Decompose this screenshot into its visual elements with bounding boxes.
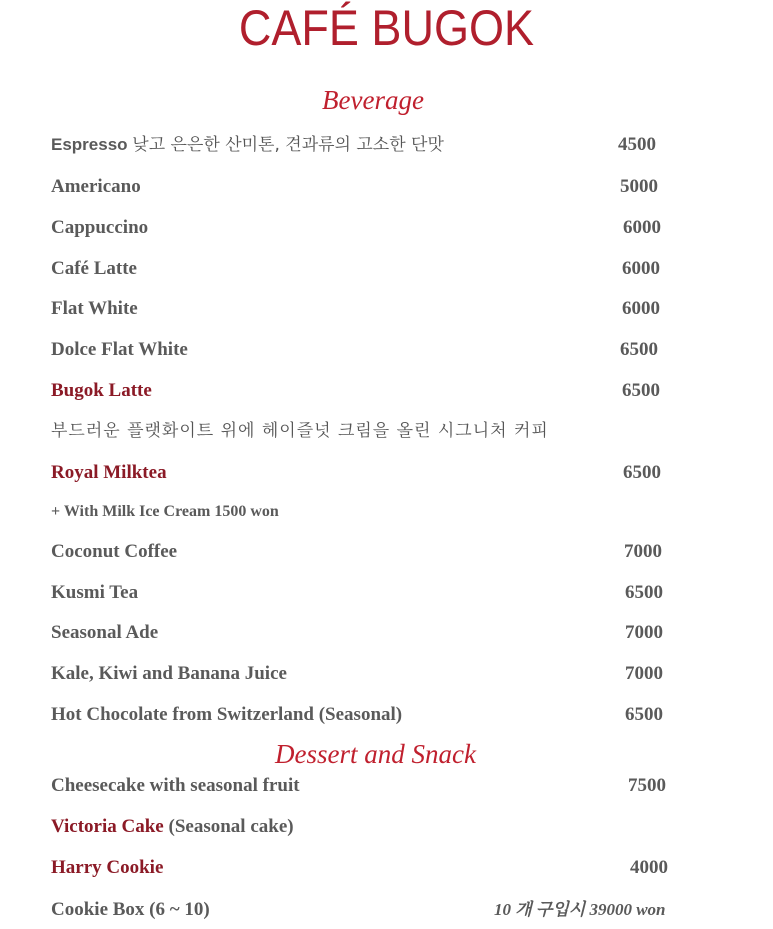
menu-item-harry-cookie: Harry Cookie xyxy=(51,857,164,878)
bulk-offer: 10 개 구입시 39000 won xyxy=(494,900,666,919)
item-price: 7000 xyxy=(624,541,662,562)
item-price: 6500 xyxy=(623,462,661,483)
menu-item-flat-white: Flat White xyxy=(51,298,138,319)
item-description: 낮고 은은한 산미톤, 견과류의 고소한 단맛 xyxy=(132,135,444,155)
menu-item-kusmi-tea: Kusmi Tea xyxy=(51,582,139,603)
item-price: 4000 xyxy=(630,857,668,878)
menu-item-espresso xyxy=(51,133,444,157)
item-price: 7000 xyxy=(625,663,663,684)
item-price: 7500 xyxy=(628,775,666,796)
item-price: 6500 xyxy=(620,339,658,360)
menu-item-seasonal-ade: Seasonal Ade xyxy=(51,622,159,643)
item-price: 6000 xyxy=(622,258,660,279)
menu-item-americano: Americano xyxy=(51,176,141,197)
item-description: 부드러운 플랫화이트 위에 헤이즐넛 크림을 올린 시그니처 커피 xyxy=(51,421,549,441)
item-price: 6500 xyxy=(622,380,660,401)
menu-item-cheesecake: Cheesecake with seasonal fruit xyxy=(51,775,300,796)
menu-item-royal-milktea: Royal Milktea xyxy=(51,462,167,483)
item-price: 7000 xyxy=(625,622,663,643)
menu-title: CAFÉ BUGOK xyxy=(238,0,534,56)
section-beverage-heading: Beverage xyxy=(322,85,424,115)
item-price: 6000 xyxy=(623,217,661,238)
item-suffix: (Seasonal cake) xyxy=(168,816,294,837)
menu-item-cappuccino: Cappuccino xyxy=(51,217,149,238)
item-price: 6000 xyxy=(622,298,660,319)
menu-item-hot-chocolate: Hot Chocolate from Switzerland (Seasonal) xyxy=(51,704,403,725)
menu-item-cookie-box: Cookie Box (6 ~ 10) xyxy=(51,899,210,920)
item-price: 4500 xyxy=(618,134,656,155)
item-name: Espresso xyxy=(51,135,128,154)
menu-item-kale-kiwi-banana-juice: Kale, Kiwi and Banana Juice xyxy=(51,663,287,684)
menu-item-dolce-flat-white: Dolce Flat White xyxy=(51,339,188,360)
item-price: 6500 xyxy=(625,704,663,725)
menu-item-victoria-cake xyxy=(51,815,294,839)
menu-item-cafe-latte: Café Latte xyxy=(51,258,137,279)
menu-item-coconut-coffee: Coconut Coffee xyxy=(51,541,178,562)
menu-item-bugok-latte: Bugok Latte xyxy=(51,380,152,401)
item-price: 5000 xyxy=(620,176,658,197)
item-addon-note: + With Milk Ice Cream 1500 won xyxy=(51,503,279,520)
item-price: 6500 xyxy=(625,582,663,603)
section-dessert-heading: Dessert and Snack xyxy=(275,739,476,769)
item-name: Victoria Cake xyxy=(51,816,164,837)
